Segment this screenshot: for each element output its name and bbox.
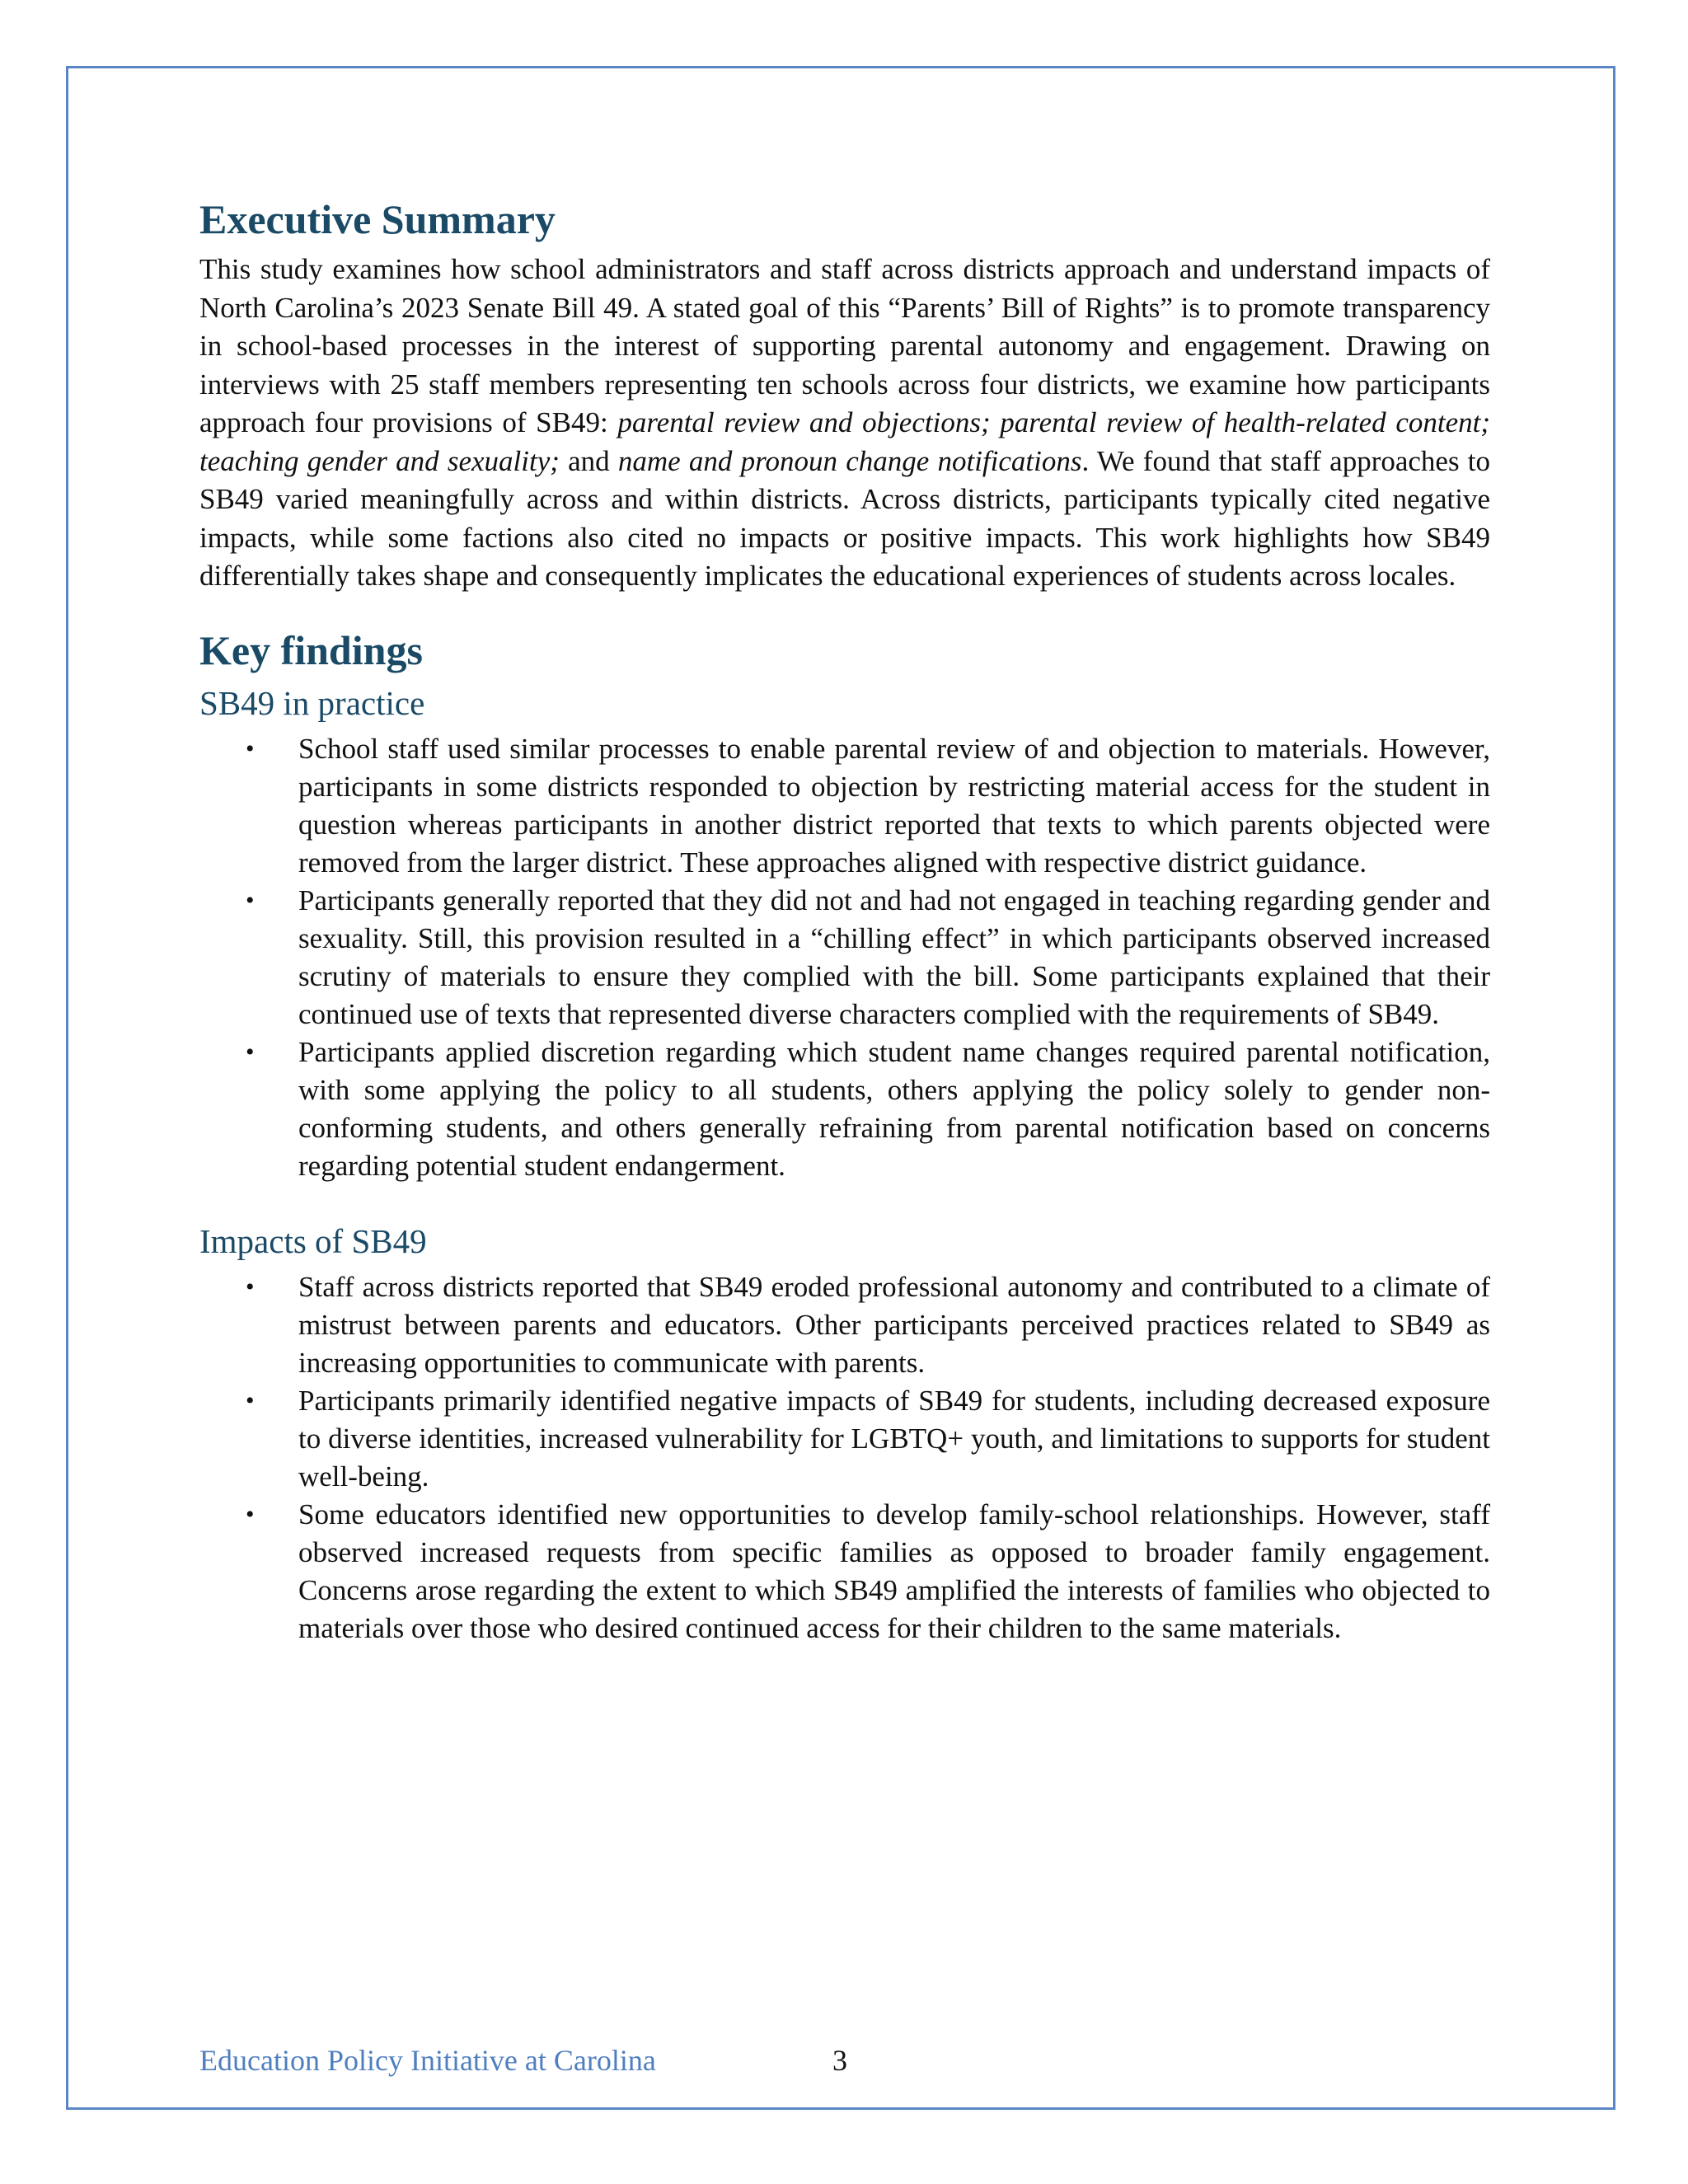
- list-item-text: Participants primarily identified negative impacts of SB49 for students, including decreased exposure to diverse identities, increased vulnerability for LGBTQ+ youth, and limitations to supports for student well-being.: [298, 1384, 1490, 1493]
- list-item-text: School staff used similar processes to enable parental review of and objection to materials. However, participants in some districts responded to objection by restricting material access for the student in question whereas participants in another district reported that texts to which parents objected were removed from the larger district. These approaches aligned with respective district guidance.: [298, 732, 1490, 879]
- impacts-of-sb49-list: [199, 1268, 1490, 1647]
- list-item: [246, 1496, 1490, 1647]
- list-item-text: Some educators identified new opportunities to develop family-school relationships. However, staff observed increased requests from specific families as opposed to broader family engagement. Concerns arose regarding the extent to which SB49 amplified the interests of families who objected to materials over those who desired continued access for their children to the same materials.: [298, 1497, 1490, 1644]
- sb49-in-practice-list: [199, 730, 1490, 1185]
- bullet-icon: •: [246, 1272, 255, 1301]
- summary-text-part1: This study examines how school administrators and staff across districts approach and understand impacts of North Carolina’s 2023 Senate Bill 49. A stated goal of this “Parents’ Bill of Rights” is to promote transparency in school-based processes in the interest of supporting parental autonomy and engagement. Drawing on interviews with 25 staff members representing ten schools across four districts, we examine how participants approach four provisions of SB49:: [199, 253, 1490, 438]
- bullet-icon: •: [246, 1500, 255, 1528]
- key-findings-section: [199, 626, 1490, 1647]
- summary-text-part2: and: [559, 444, 618, 477]
- summary-provisions-italic-2: name and pronoun change notifications: [617, 444, 1082, 477]
- sb49-in-practice-heading: SB49 in practice: [199, 683, 425, 722]
- bullet-icon: •: [246, 886, 255, 914]
- summary-provisions-italic-1: parental review and objections; parental review of health-related content; teaching gender and sexuality;: [199, 406, 1490, 477]
- page-footer: [199, 2044, 847, 2077]
- list-item: [246, 1382, 1490, 1496]
- executive-summary-paragraph: [199, 251, 1490, 596]
- summary-text-part3: . We found that staff approaches to SB49 varied meaningfully across and within districts. Across districts, participants typically cited negative impacts, while some factions also cited no impacts or positive impacts. This work highlights how SB49 differentially takes shape and consequently implicates the educational experiences of students across locales.: [199, 444, 1491, 592]
- list-item-text: Participants applied discretion regarding which student name changes required parental notification, with some applying the policy to all students, others applying the policy solely to gender non-conforming students, and others generally refraining from parental notification based on concerns regarding potential student endangerment.: [298, 1035, 1490, 1182]
- bullet-icon: •: [246, 1386, 255, 1414]
- bullet-icon: •: [246, 1038, 255, 1066]
- executive-summary-section: [199, 194, 1490, 596]
- list-item-text: Participants generally reported that they did not and had not engaged in teaching regarding gender and sexuality. Still, this provision resulted in a “chilling effect” in which participants observed increased scrutiny of materials to ensure they complied with the bill. Some participants explained that their continued use of texts that represented diverse characters complied with the requirements of SB49.: [298, 883, 1490, 1030]
- page-content: [199, 194, 1490, 1647]
- footer-organization: Education Policy Initiative at Carolina: [199, 2044, 656, 2077]
- key-findings-heading: Key findings: [199, 626, 423, 673]
- list-item-text: Staff across districts reported that SB49 eroded professional autonomy and contributed to a climate of mistrust between parents and educators. Other participants perceived practices related to SB49 as increasing opportunities to communicate with parents.: [298, 1270, 1490, 1379]
- list-item: [246, 1033, 1490, 1185]
- impacts-of-sb49-heading: Impacts of SB49: [199, 1221, 427, 1260]
- bullet-icon: •: [246, 734, 255, 762]
- list-item: [246, 730, 1490, 882]
- list-item: [246, 1268, 1490, 1382]
- page-number: 3: [832, 2044, 847, 2077]
- executive-summary-heading: Executive Summary: [199, 196, 556, 242]
- list-item: [246, 882, 1490, 1033]
